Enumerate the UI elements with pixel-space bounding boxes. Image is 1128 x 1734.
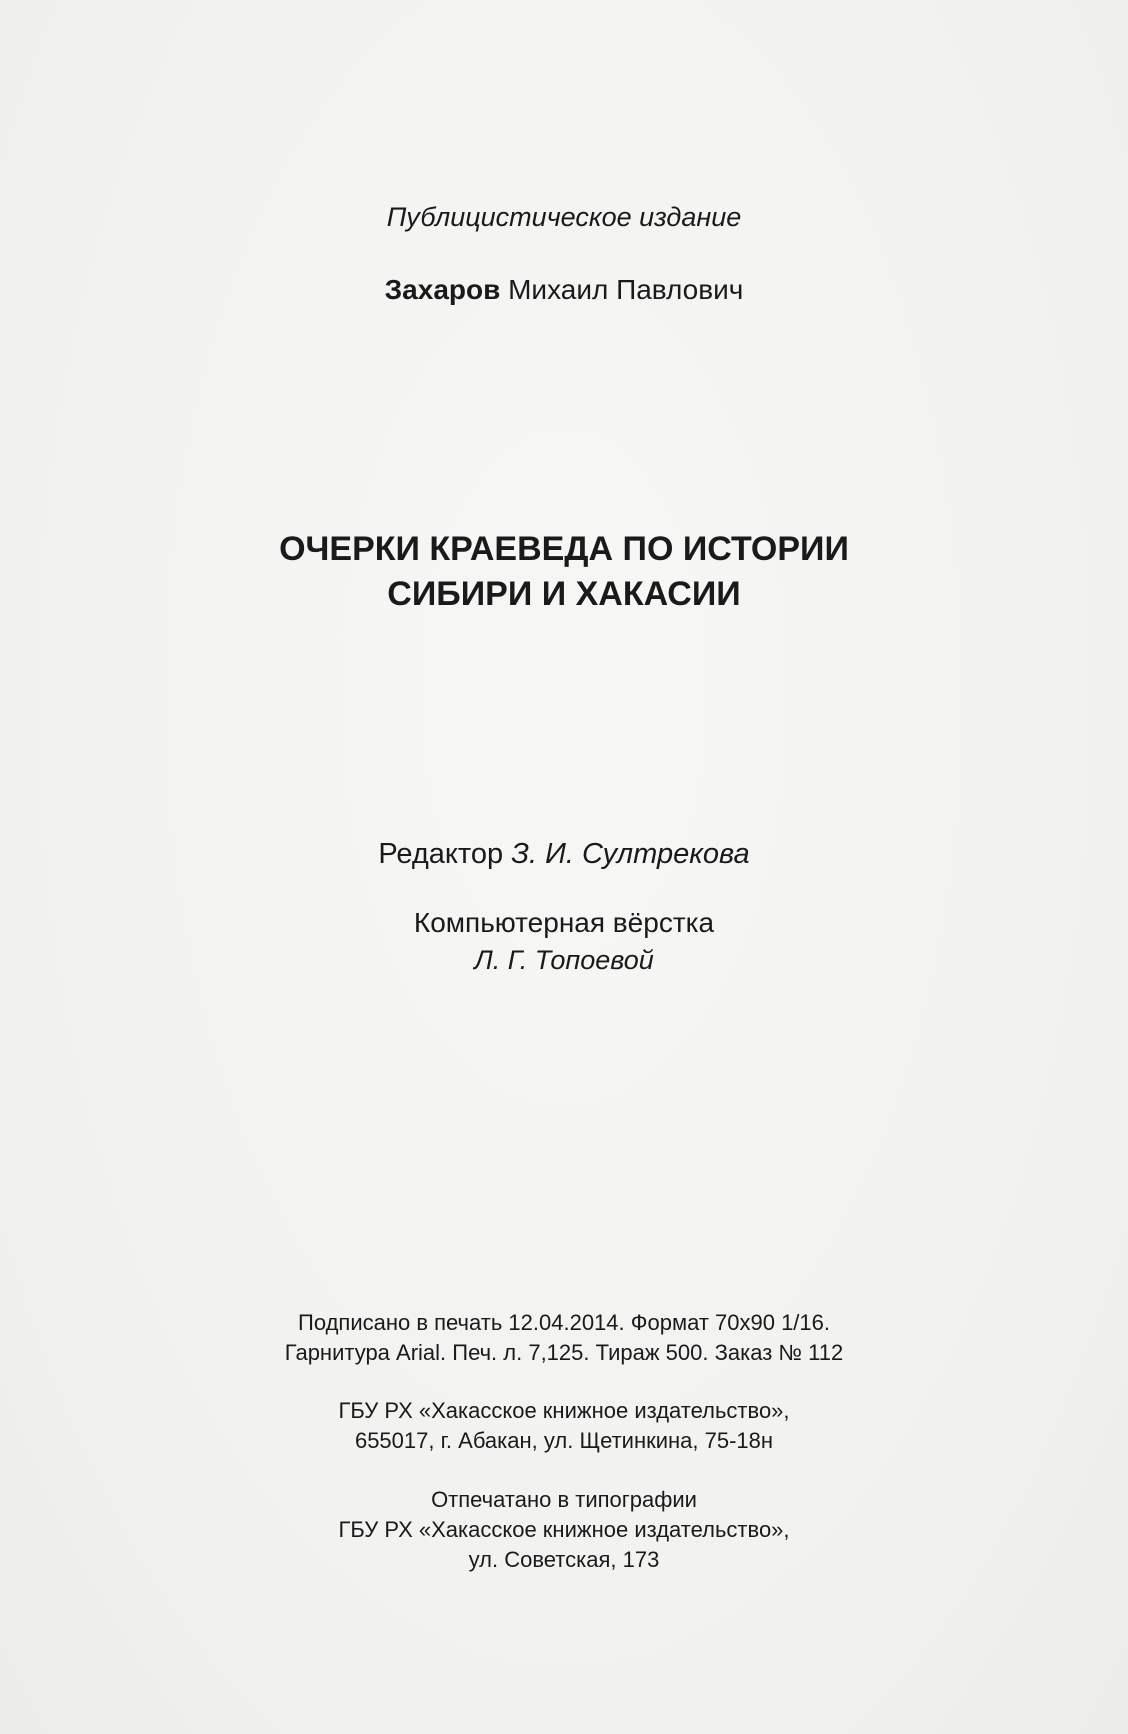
publisher-line-1: ГБУ РХ «Хакасское книжное издательство», [338,1398,790,1423]
imprint-line-2: Гарнитура Arial. Печ. л. 7,125. Тираж 500. Заказ № 112 [284,1340,844,1365]
author-given-names: Михаил Павлович [508,274,744,305]
layout-credit-label: Компьютерная вёрстка [413,907,715,938]
layout-credit-name: Л. Г. Топоевой [474,945,654,975]
publisher-line-2: 655017, г. Абакан, ул. Щетинкина, 75-18н [354,1428,774,1453]
printer-line-3: ул. Советская, 173 [468,1547,660,1572]
printer-line-1: Отпечатано в типографии [431,1487,697,1512]
author-name [0,274,1128,306]
book-title-line-2: СИБИРИ И ХАКАСИИ [387,575,741,613]
editor-name: З. И. Султрекова [511,838,750,870]
editor-label: Редактор [378,838,504,870]
book-title-line-1: ОЧЕРКИ КРАЕВЕДА ПО ИСТОРИИ [279,530,849,568]
genre-label: Публицистическое издание [386,202,742,232]
printer-line-2: ГБУ РХ «Хакасское книжное издательство», [338,1517,790,1542]
imprint-line-1: Подписано в печать 12.04.2014. Формат 70x90 1/16. [298,1310,830,1335]
editor-credit [0,838,1128,871]
author-surname: Захаров [384,274,501,305]
